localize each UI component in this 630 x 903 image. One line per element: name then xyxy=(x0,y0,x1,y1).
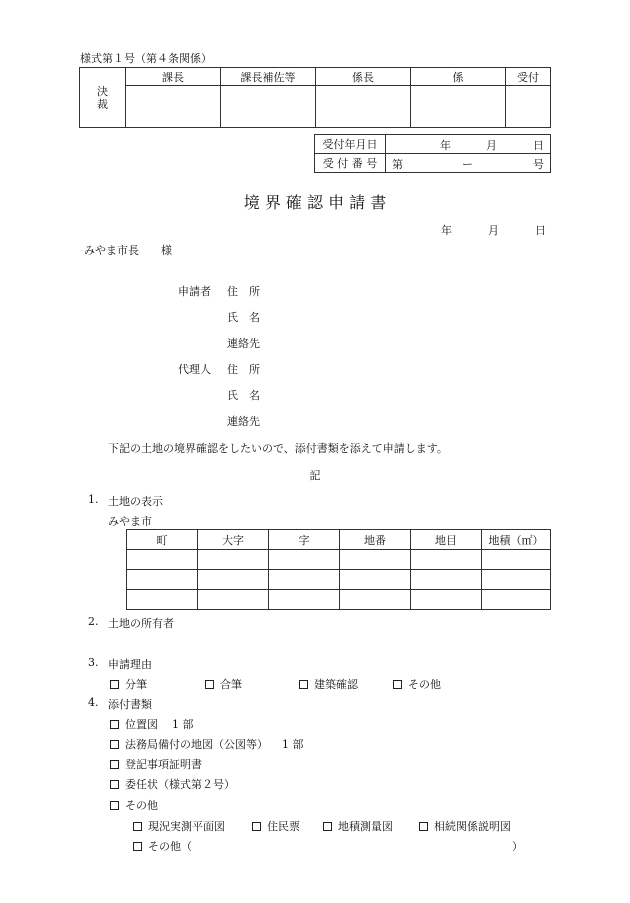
applicant-label: 申請者 xyxy=(178,285,211,298)
approval-stamp-cell[interactable] xyxy=(316,86,411,128)
land-cell[interactable] xyxy=(269,550,340,570)
land-cell[interactable] xyxy=(198,550,269,570)
land-cell[interactable] xyxy=(482,590,551,610)
attachment-sub-genkyo[interactable]: 現況実測平面図 xyxy=(133,818,225,834)
attachment-item-kozu[interactable]: 法務局備付の地図（公図等） 1 部 xyxy=(110,736,304,752)
section2-title: 土地の所有者 xyxy=(108,617,174,630)
form-number: 様式第１号（第４条関係） xyxy=(80,52,212,65)
checkbox[interactable] xyxy=(323,822,332,831)
reception-year: 年 xyxy=(440,139,451,152)
section3-number: 3. xyxy=(88,656,99,669)
date-day: 日 xyxy=(535,224,546,237)
land-col-chiseki: 地積（㎡） xyxy=(482,530,551,550)
reception-number-value[interactable] xyxy=(386,154,551,173)
ki-label: 記 xyxy=(309,469,321,482)
land-cell[interactable] xyxy=(127,570,198,590)
checkbox[interactable] xyxy=(110,780,119,789)
land-col-chimoku: 地目 xyxy=(411,530,482,550)
land-col-oaza: 大字 xyxy=(198,530,269,550)
reception-month: 月 xyxy=(486,139,497,152)
land-cell[interactable] xyxy=(127,550,198,570)
attachment-sub-chiseki[interactable]: 地積測量図 xyxy=(323,818,393,834)
applicant-address-label: 住 所 xyxy=(227,285,260,298)
section1-number: 1. xyxy=(88,493,99,506)
approval-col-uketsuke: 受付 xyxy=(506,68,551,86)
reception-number-prefix: 第 xyxy=(392,158,403,171)
checkbox[interactable] xyxy=(110,680,119,689)
reason-option-other[interactable]: その他 xyxy=(393,676,441,692)
attachment-sub-juminhyo[interactable]: 住民票 xyxy=(252,818,300,834)
checkbox[interactable] xyxy=(393,680,402,689)
agent-name-label: 氏 名 xyxy=(227,389,260,402)
date-year: 年 xyxy=(441,224,452,237)
checkbox[interactable] xyxy=(133,822,142,831)
agent-contact-label: 連絡先 xyxy=(227,415,260,428)
section1-city: みやま市 xyxy=(108,515,152,528)
land-cell[interactable] xyxy=(482,570,551,590)
section1-title: 土地の表示 xyxy=(108,495,163,508)
approval-stamp-cell[interactable] xyxy=(126,86,221,128)
checkbox[interactable] xyxy=(110,720,119,729)
document-title: 境 界 確 認 申 請 書 xyxy=(243,193,387,212)
attachment-sub-other[interactable]: その他（ xyxy=(133,838,192,854)
date-month: 月 xyxy=(488,224,499,237)
agent-address-label: 住 所 xyxy=(227,363,260,376)
reason-option-gappitsu[interactable]: 合筆 xyxy=(205,676,242,692)
approval-table xyxy=(79,67,551,128)
land-cell[interactable] xyxy=(340,590,411,610)
approval-col-kakaricho: 係長 xyxy=(316,68,411,86)
reception-date-label: 受付年月日 xyxy=(315,135,386,154)
addressee: みやま市長 様 xyxy=(84,244,172,257)
approval-stamp-cell[interactable] xyxy=(411,86,506,128)
attachment-item-ininjo[interactable]: 委任状（様式第２号） xyxy=(110,776,235,792)
land-cell[interactable] xyxy=(269,570,340,590)
section4-number: 4. xyxy=(88,696,99,709)
land-col-aza: 字 xyxy=(269,530,340,550)
land-cell[interactable] xyxy=(127,590,198,610)
attachment-item-toki[interactable]: 登記事項証明書 xyxy=(110,756,202,772)
land-cell[interactable] xyxy=(411,550,482,570)
checkbox[interactable] xyxy=(110,740,119,749)
land-cell[interactable] xyxy=(411,570,482,590)
checkbox[interactable] xyxy=(133,842,142,851)
land-cell[interactable] xyxy=(482,550,551,570)
reception-number-dash: ー xyxy=(462,158,473,171)
section4-title: 添付書類 xyxy=(108,698,152,711)
land-cell[interactable] xyxy=(340,550,411,570)
reason-option-kenchiku[interactable]: 建築確認 xyxy=(299,676,358,692)
checkbox[interactable] xyxy=(299,680,308,689)
approval-col-kakari: 係 xyxy=(411,68,506,86)
land-col-chiban: 地番 xyxy=(340,530,411,550)
request-text: 下記の土地の境界確認をしたいので、添付書類を添えて申請します。 xyxy=(108,442,448,455)
section2-number: 2. xyxy=(88,615,99,628)
land-cell[interactable] xyxy=(198,570,269,590)
checkbox[interactable] xyxy=(252,822,261,831)
approval-stamp-cell[interactable] xyxy=(221,86,316,128)
reception-number-suffix: 号 xyxy=(533,158,544,171)
attachment-sub-other-close: ） xyxy=(512,840,523,853)
reception-day: 日 xyxy=(533,139,544,152)
attachment-sub-sozoku[interactable]: 相続関係説明図 xyxy=(419,818,511,834)
checkbox[interactable] xyxy=(110,760,119,769)
reception-date-value[interactable] xyxy=(386,135,551,154)
section3-title: 申請理由 xyxy=(108,658,152,671)
checkbox[interactable] xyxy=(205,680,214,689)
applicant-contact-label: 連絡先 xyxy=(227,337,260,350)
reception-table xyxy=(314,134,551,173)
land-cell[interactable] xyxy=(340,570,411,590)
approval-col-kacho: 課長 xyxy=(126,68,221,86)
approval-label: 決 裁 xyxy=(80,68,126,128)
approval-stamp-cell[interactable] xyxy=(506,86,551,128)
land-cell[interactable] xyxy=(198,590,269,610)
checkbox[interactable] xyxy=(110,801,119,810)
applicant-name-label: 氏 名 xyxy=(227,311,260,324)
reason-option-bunpitsu[interactable]: 分筆 xyxy=(110,676,147,692)
agent-label: 代理人 xyxy=(178,363,211,376)
land-cell[interactable] xyxy=(269,590,340,610)
checkbox[interactable] xyxy=(419,822,428,831)
reception-number-label: 受 付 番 号 xyxy=(315,154,386,173)
land-cell[interactable] xyxy=(411,590,482,610)
land-col-cho: 町 xyxy=(127,530,198,550)
attachment-item-other[interactable]: その他 xyxy=(110,797,158,813)
land-table xyxy=(126,529,551,610)
approval-col-kacho-hosa: 課長補佐等 xyxy=(221,68,316,86)
attachment-item-ichizu[interactable]: 位置図 1 部 xyxy=(110,716,194,732)
